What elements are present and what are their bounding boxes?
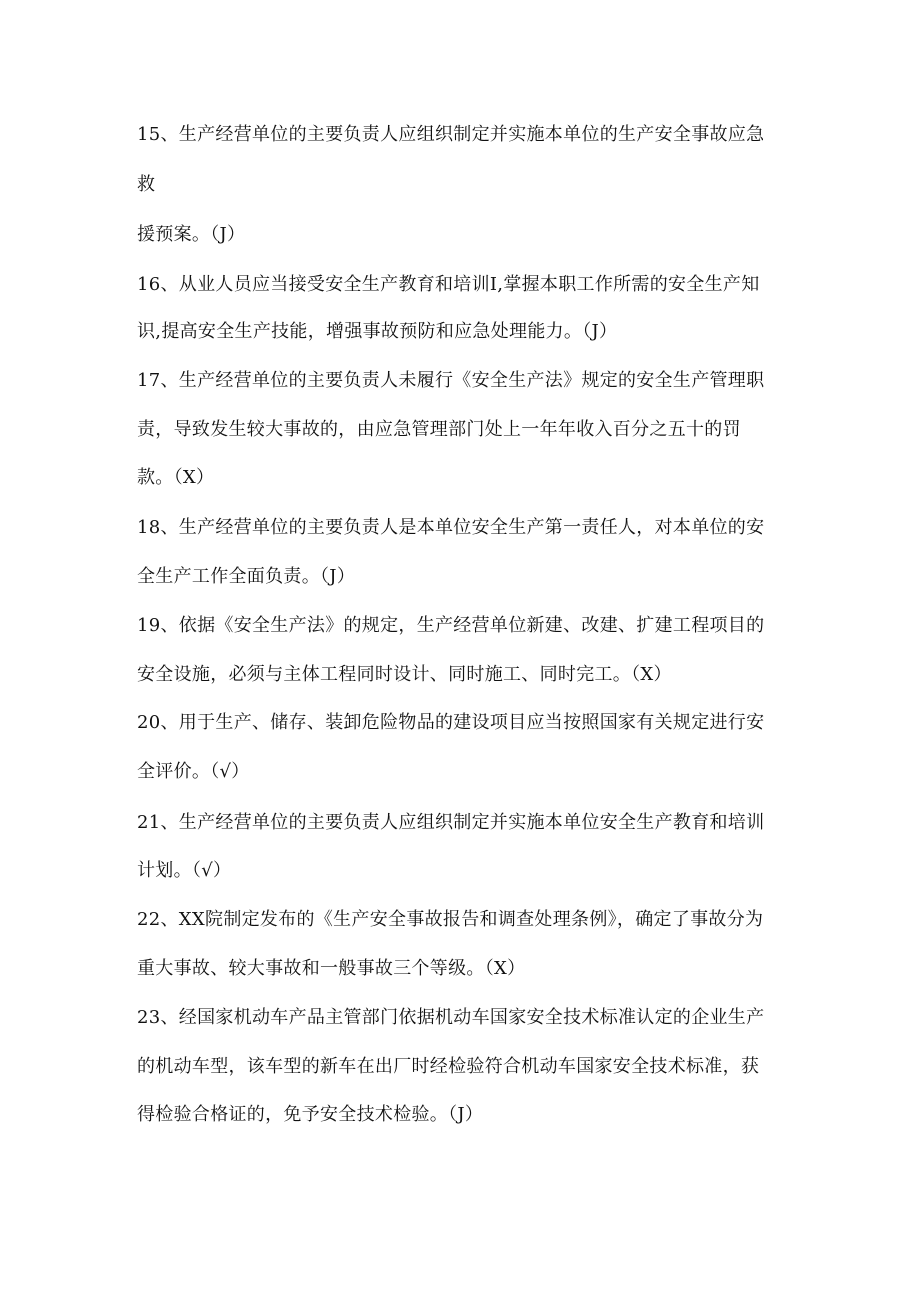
q23-line-1: 23、经国家机动车产品主管部门依据机动车国家安全技术标准认定的企业生产 <box>137 1007 765 1028</box>
q18-line-2: 全生产工作全面负责。（J） <box>137 566 356 587</box>
q21-line-1: 21、生产经营单位的主要负责人应组织制定并实施本单位安全生产教育和培训 <box>137 812 765 833</box>
q18-line-1: 18、生产经营单位的主要负责人是本单位安全生产第一责任人，对本单位的安 <box>137 517 765 538</box>
q20-line-2: 全评价。（√） <box>137 761 250 782</box>
q17-line-3: 款。（X） <box>137 467 215 488</box>
q23-line-3: 得检验合格证的，免予安全技术检验。（J） <box>137 1104 484 1125</box>
q20-line-1: 20、用于生产、储存、装卸危险物品的建设项目应当按照国家有关规定进行安 <box>137 712 765 733</box>
q19-line-2: 安全设施，必须与主体工程同时设计、同时施工、同时完工。（X） <box>137 664 672 685</box>
q23-line-2: 的机动车型，该车型的新车在出厂时经检验符合机动车国家安全技术标准，获 <box>137 1056 760 1077</box>
q17-line-2: 责，导致发生较大事故的，由应急管理部门处上一年年收入百分之五十的罚 <box>137 419 741 440</box>
q16-line-1: 16、从业人员应当接受安全生产教育和培训I,掌握本职工作所需的安全生产知 <box>137 274 760 295</box>
q15-line-1: 15、生产经营单位的主要负责人应组织制定并实施本单位的生产安全事故应急 <box>137 124 765 145</box>
q17-line-1: 17、生产经营单位的主要负责人未履行《安全生产法》规定的安全生产管理职 <box>137 370 765 391</box>
q15-line-3: 援预案。（J） <box>137 224 246 245</box>
q15-line-2: 救 <box>137 174 156 195</box>
q22-line-1: 22、XX院制定发布的《生产安全事故报告和调查处理条例》，确定了事故分为 <box>137 909 764 930</box>
q16-line-2: 识,提高安全生产技能，增强事故预防和应急处理能力。（J） <box>137 321 618 342</box>
q22-line-2: 重大事故、较大事故和一般事故三个等级。（X） <box>137 958 526 979</box>
q21-line-2: 计划。（√） <box>137 860 232 881</box>
q19-line-1: 19、依据《安全生产法》的规定，生产经营单位新建、改建、扩建工程项目的 <box>137 615 765 636</box>
